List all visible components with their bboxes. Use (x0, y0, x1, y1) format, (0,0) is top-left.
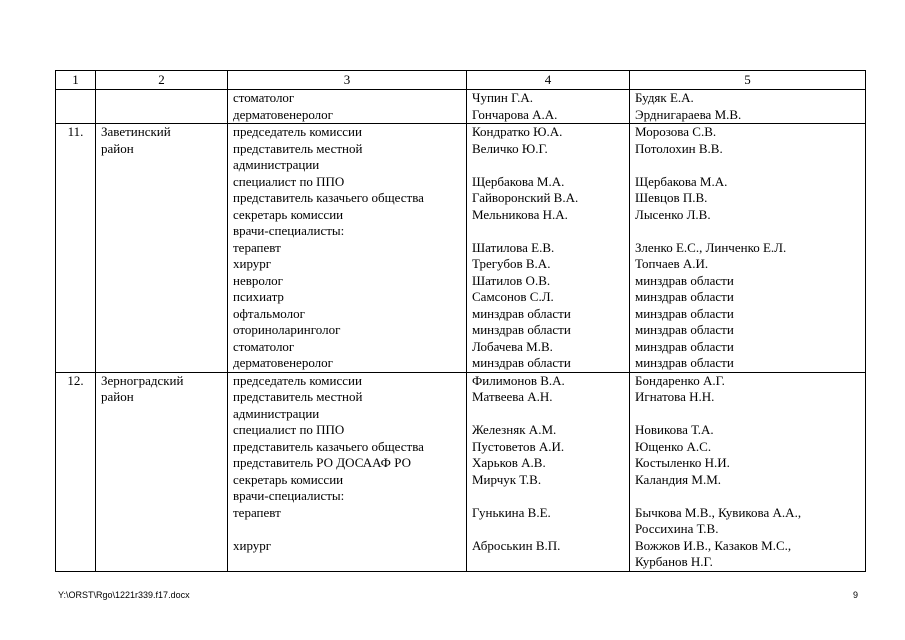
district-line: Заветинский (101, 124, 171, 139)
district-line: Зерноградский (101, 372, 184, 388)
district-cell (96, 372, 228, 571)
member-name-line: минздрав области (472, 322, 571, 337)
reserve-name-line: Эрднигараева М.В. (635, 106, 742, 122)
reserve-name-line: Потолохин В.В. (635, 140, 723, 156)
row-number-cell (56, 372, 96, 571)
role-line: терапевт (233, 239, 281, 255)
reserve-name-line: Новикова Т.А. (635, 422, 714, 437)
role-line: терапевт (233, 504, 281, 520)
role-line: стоматолог (233, 90, 295, 105)
role-line: специалист по ППО (233, 422, 345, 437)
role-line: секретарь комиссии (233, 206, 344, 222)
column-number-2: 2 (96, 71, 228, 90)
role-cell (228, 372, 467, 571)
table-header-row (56, 71, 866, 90)
role-line: стоматолог (233, 338, 295, 354)
member-name-line: Щербакова М.А. (472, 173, 565, 189)
role-line: хирург (233, 256, 272, 271)
table-row (56, 90, 866, 124)
role-cell (228, 124, 467, 373)
role-line: представитель казачьего общества (233, 190, 424, 205)
reserve-name-line: Щербакова М.А. (635, 173, 728, 189)
reserve-name-line: Морозова С.В. (635, 124, 717, 139)
role-line: дерматовенеролог (233, 106, 333, 122)
member-name-line (472, 488, 624, 505)
role-line: администрации (233, 157, 320, 172)
page-number: 9 (853, 590, 859, 600)
member-name-line: Гайворонский В.А. (472, 190, 579, 205)
table-row (56, 372, 866, 571)
member-name-line: Матвеева А.Н. (472, 389, 553, 404)
reserve-name-line (635, 223, 860, 240)
reserve-name-line: минздрав области (635, 272, 734, 288)
member-name-line: Шатилова Е.В. (472, 239, 555, 255)
row-number: 11. (67, 124, 84, 139)
role-line (233, 554, 461, 571)
document-path: Y:\ORST\Rgo\1221r339.f17.docx (58, 590, 190, 600)
reserve-name-line: Бычкова М.В., Кувикова А.А., (635, 504, 802, 520)
role-line: врачи-специалисты: (233, 488, 345, 503)
role-cell (228, 90, 467, 124)
member-name-line: Железняк А.М. (472, 422, 557, 437)
row-number-cell (56, 90, 96, 124)
row-number-cell (56, 124, 96, 373)
reserve-name-cell (630, 372, 866, 571)
role-line: представитель РО ДОСААФ РО (233, 455, 411, 470)
role-line: хирург (233, 537, 272, 553)
role-line: председатель комиссии (233, 372, 362, 388)
reserve-name-line: Ющенко А.С. (635, 438, 712, 454)
reserve-name-line: Шевцов П.В. (635, 190, 708, 205)
member-name-line: Харьков А.В. (472, 455, 546, 470)
member-name-line: Кондратко Ю.А. (472, 124, 563, 139)
member-name-line: Аброськин В.П. (472, 537, 561, 553)
row-number: 12. (67, 372, 84, 388)
member-name-line (472, 521, 624, 538)
reserve-name-line: Зленко Е.С., Линченко Е.Л. (635, 239, 787, 255)
member-name-line (472, 406, 624, 423)
role-line: дерматовенеролог (233, 355, 333, 370)
reserve-name-line: Вожжов И.В., Казаков М.С., (635, 537, 792, 553)
member-name-cell (467, 124, 630, 373)
row-number (61, 90, 90, 107)
reserve-name-line: Бондаренко А.Г. (635, 372, 725, 388)
member-name-line: Гончарова А.А. (472, 106, 558, 122)
role-line: представитель казачьего общества (233, 438, 424, 454)
member-name-line: минздрав области (472, 305, 571, 321)
role-line: секретарь комиссии (233, 471, 344, 487)
table-row (56, 124, 866, 373)
role-line: оториноларинголог (233, 322, 341, 337)
reserve-name-line: Каландия М.М. (635, 471, 722, 487)
reserve-name-line: минздрав области (635, 322, 734, 337)
member-name-line: минздрав области (472, 355, 571, 370)
reserve-name-line: Россихина Т.В. (635, 521, 719, 536)
role-line: представитель местной (233, 389, 363, 404)
member-name-line: Мельникова Н.А. (472, 206, 568, 222)
reserve-name-line: минздрав области (635, 289, 734, 304)
member-name-cell (467, 90, 630, 124)
member-name-line: Трегубов В.А. (472, 256, 551, 271)
member-name-line: Филимонов В.А. (472, 372, 565, 388)
district-line: район (101, 389, 134, 404)
member-name-line: Пустоветов А.И. (472, 438, 565, 454)
reserve-name-line: минздрав области (635, 355, 734, 370)
reserve-name-line: Будяк Е.А. (635, 90, 694, 105)
reserve-name-line: Курбанов Н.Г. (635, 554, 713, 569)
column-number-3: 3 (228, 71, 467, 90)
member-name-line: Шатилов О.В. (472, 272, 551, 288)
role-line: офтальмолог (233, 305, 305, 321)
reserve-name-line (635, 488, 860, 505)
member-name-line (472, 554, 624, 571)
role-line: специалист по ППО (233, 173, 345, 189)
role-line: представитель местной (233, 140, 363, 156)
member-name-line: Мирчук Т.В. (472, 471, 542, 487)
role-line: врачи-специалисты: (233, 223, 345, 238)
commission-table (55, 70, 866, 572)
member-name-line: Чупин Г.А. (472, 90, 534, 105)
member-name-line: Гунькина В.Е. (472, 504, 551, 520)
role-line (233, 521, 461, 538)
role-line: председатель комиссии (233, 124, 362, 139)
column-number-5: 5 (630, 71, 866, 90)
member-name-line (472, 223, 624, 240)
role-line: администрации (233, 405, 320, 421)
column-number-4: 4 (467, 71, 630, 90)
reserve-name-line: Лысенко Л.В. (635, 206, 711, 222)
member-name-line: Лобачева М.В. (472, 338, 553, 354)
reserve-name-line (635, 406, 860, 423)
district-cell (96, 90, 228, 124)
district-line: район (101, 140, 134, 156)
reserve-name-line: Костыленко Н.И. (635, 455, 730, 470)
member-name-line: Самсонов С.Л. (472, 289, 554, 304)
role-line: невролог (233, 272, 284, 288)
reserve-name-line: минздрав области (635, 338, 734, 354)
reserve-name-line: Топчаев А.И. (635, 256, 709, 271)
member-name-line (472, 157, 624, 174)
reserve-name-line: Игнатова Н.Н. (635, 389, 715, 404)
column-number-1: 1 (56, 71, 96, 90)
reserve-name-line: минздрав области (635, 305, 734, 321)
reserve-name-line (635, 157, 860, 174)
district-cell (96, 124, 228, 373)
member-name-line: Величко Ю.Г. (472, 140, 548, 156)
member-name-cell (467, 372, 630, 571)
reserve-name-cell (630, 124, 866, 373)
role-line: психиатр (233, 289, 284, 304)
reserve-name-cell (630, 90, 866, 124)
